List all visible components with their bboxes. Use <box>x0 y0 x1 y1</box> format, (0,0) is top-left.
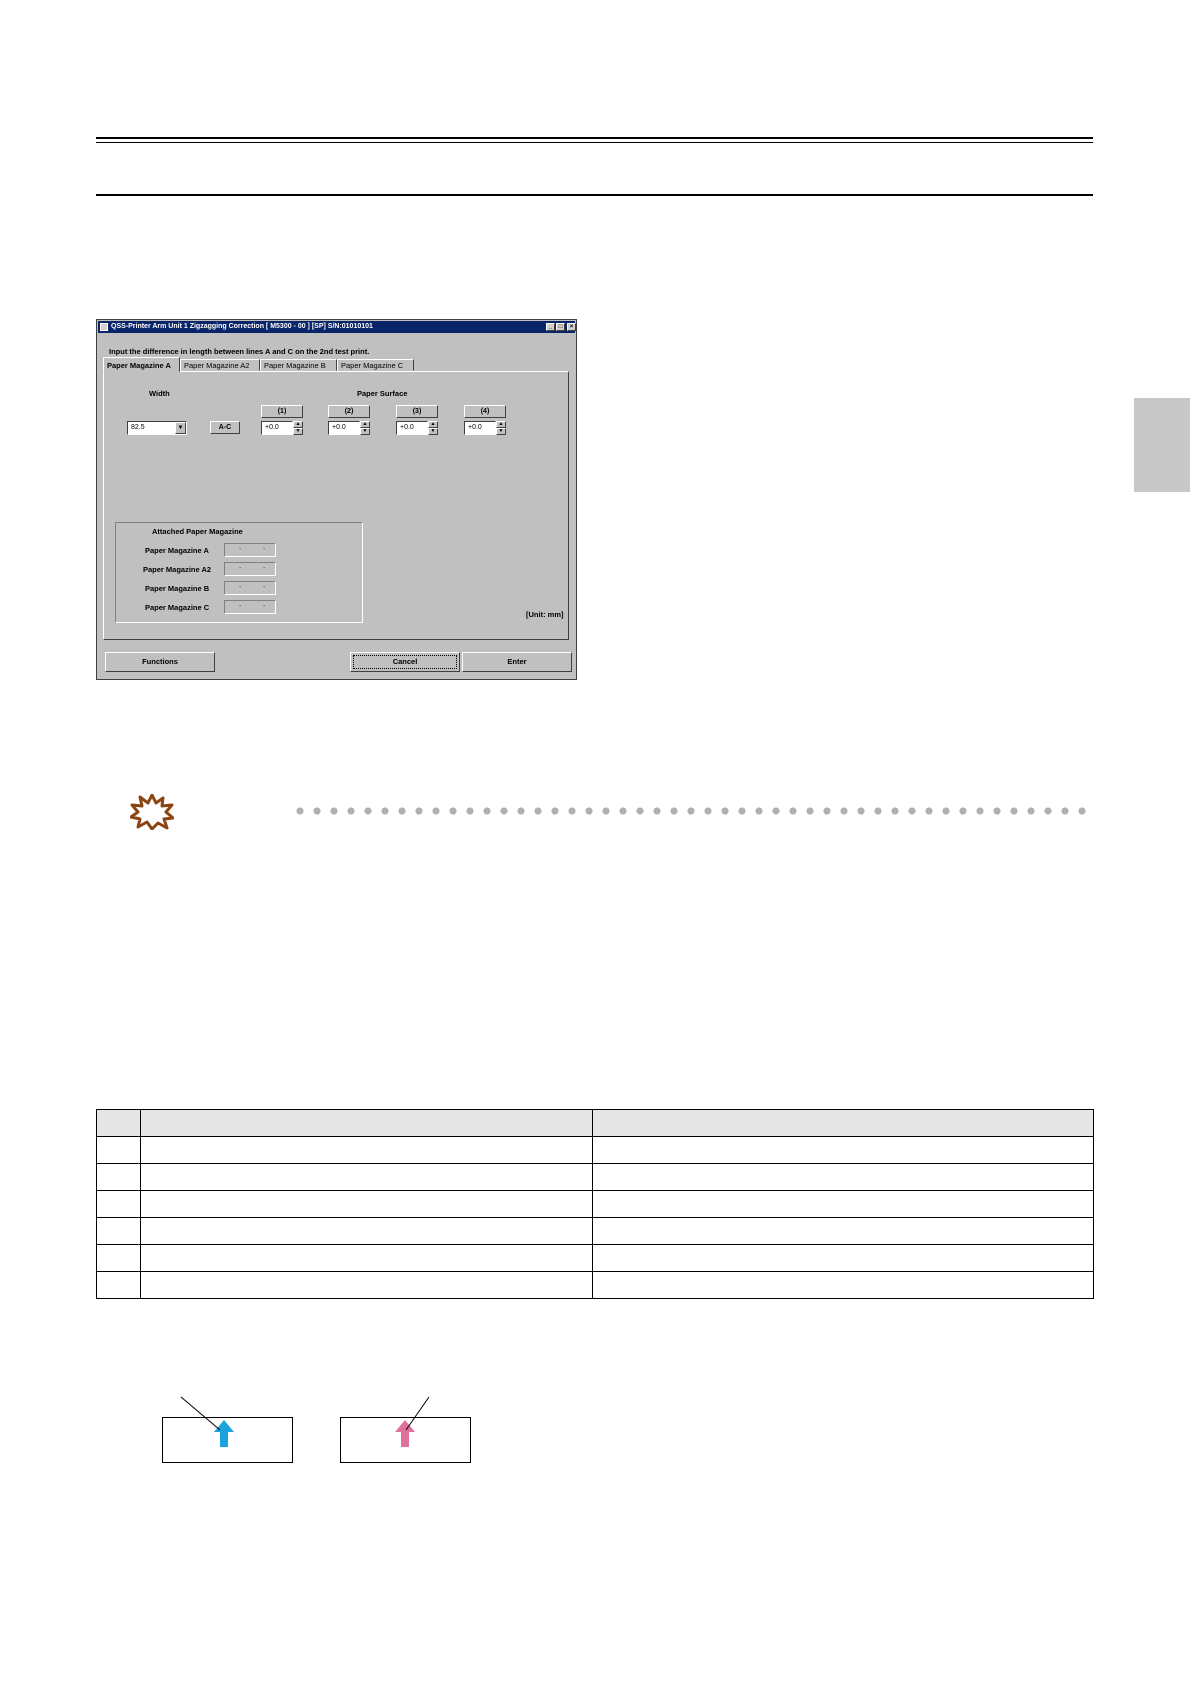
surface-header-4: (4) <box>464 405 506 418</box>
maximize-icon[interactable]: □ <box>556 323 565 331</box>
surface-stepper-2[interactable]: ▲ ▼ <box>360 421 370 435</box>
minimize-icon[interactable]: _ <box>546 323 555 331</box>
table-row <box>97 1272 1094 1299</box>
attached-row-label-b: Paper Magazine B <box>145 584 210 593</box>
width-select[interactable]: 82.5 <box>127 421 187 435</box>
tab-paper-magazine-a[interactable]: Paper Magazine A <box>103 357 180 372</box>
surface-stepper-1[interactable]: ▲ ▼ <box>293 421 303 435</box>
unit-label: [Unit: mm] <box>526 610 564 619</box>
close-icon[interactable]: × <box>567 323 576 331</box>
attached-magazine-title: Attached Paper Magazine <box>152 527 243 536</box>
paper-surface-label: Paper Surface <box>357 389 408 398</box>
tab-paper-magazine-c[interactable]: Paper Magazine C <box>337 359 414 371</box>
chevron-down-icon[interactable]: ▼ <box>175 422 186 434</box>
table-header-row <box>97 1110 1094 1137</box>
surface-header-1: (1) <box>261 405 303 418</box>
dotted-divider <box>296 806 1092 816</box>
leader-line-left <box>181 1397 220 1430</box>
caution-starburst-icon <box>130 794 174 830</box>
surface-header-2: (2) <box>328 405 370 418</box>
surface-value-3[interactable]: +0.0 <box>396 421 428 435</box>
arrow-diagram <box>0 1390 600 1470</box>
attached-row-label-c: Paper Magazine C <box>145 603 210 612</box>
section-side-tab <box>1134 398 1190 492</box>
tab-paper-magazine-b[interactable]: Paper Magazine B <box>260 359 337 371</box>
surface-value-2[interactable]: +0.0 <box>328 421 360 435</box>
surface-stepper-3[interactable]: ▲ ▼ <box>428 421 438 435</box>
surface-value-1[interactable]: +0.0 <box>261 421 293 435</box>
header-rule-second <box>96 142 1093 143</box>
attached-row-label-a: Paper Magazine A <box>145 546 209 555</box>
window-titlebar <box>98 321 575 333</box>
surface-stepper-4[interactable]: ▲ ▼ <box>496 421 506 435</box>
attached-row-value-b: - - <box>224 581 276 595</box>
instruction-text: Input the difference in length between lines A and C on the 2nd test print. <box>109 347 370 356</box>
surface-value-4[interactable]: +0.0 <box>464 421 496 435</box>
attached-row-value-a2: - - <box>224 562 276 576</box>
ac-label: A-C <box>210 421 240 434</box>
header-rule-bottom <box>96 194 1093 196</box>
functions-button[interactable]: Functions <box>105 652 215 672</box>
attached-row-value-a: - - <box>224 543 276 557</box>
header-rule-top <box>96 137 1093 139</box>
attached-row-label-a2: Paper Magazine A2 <box>143 565 212 574</box>
window-title: QSS-Printer Arm Unit 1 Zigzagging Correction [ M5300 - 00 ] [SP] S/N:01010101 <box>111 323 373 330</box>
zigzag-correction-window <box>96 319 577 680</box>
table-row <box>97 1164 1094 1191</box>
surface-header-3: (3) <box>396 405 438 418</box>
table-row <box>97 1137 1094 1164</box>
up-arrow-icon <box>214 1420 234 1447</box>
cancel-button[interactable]: Cancel <box>350 652 460 672</box>
attached-row-value-c: - - <box>224 600 276 614</box>
table-row <box>97 1245 1094 1272</box>
width-label: Width <box>149 389 170 398</box>
up-arrow-icon <box>395 1420 415 1447</box>
app-icon <box>100 323 108 331</box>
leader-line-right <box>406 1397 429 1430</box>
table-row <box>97 1191 1094 1218</box>
settings-table <box>96 1109 1094 1299</box>
table-row <box>97 1218 1094 1245</box>
tab-paper-magazine-a2[interactable]: Paper Magazine A2 <box>180 359 260 371</box>
enter-button[interactable]: Enter <box>462 652 572 672</box>
